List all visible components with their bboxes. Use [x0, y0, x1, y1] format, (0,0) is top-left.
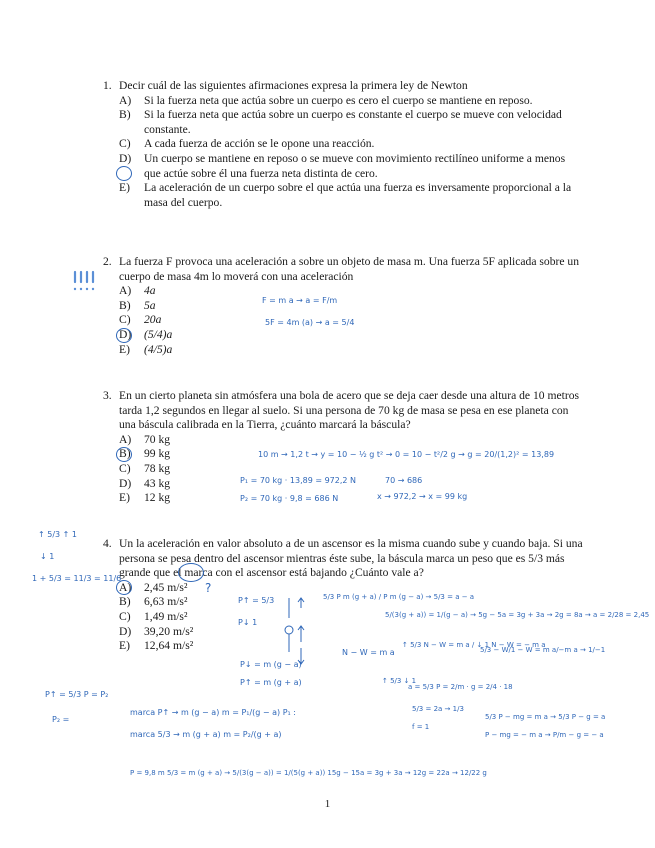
- answer-circle-q3: [116, 447, 132, 462]
- question-1: [103, 79, 583, 210]
- handwritten-note: marca P↑ → m (g − a) m = P₁/(g − a) P₁ :: [130, 708, 296, 717]
- question-text: Un la aceleración en valor absoluto a de un ascensor es la misma cuando sube y cuando baja. Si una persona se pesa dentro del ascensor mientras éste sube, la báscula marca un peso que es 5/3 más grande que el marca con el ascensor está bajando ¿Cuánto vale a?: [119, 537, 583, 580]
- option-e: E) 12,64 m/s²: [119, 639, 194, 653]
- handwritten-note: ?: [205, 581, 212, 595]
- option-e: E) (4/5)a: [119, 342, 173, 356]
- handwritten-note: a = 5/3 P = 2/m · g = 2/4 · 18: [408, 683, 513, 691]
- option-c: C) 1,49 m/s²: [119, 609, 188, 623]
- handwritten-note: ↓ 1: [40, 552, 55, 561]
- handwritten-note: 5F = 4m (a) → a = 5/4: [265, 318, 355, 327]
- handwritten-note: P↑ = m (g + a): [240, 678, 302, 687]
- page-number: 1: [324, 798, 331, 810]
- handwritten-note: P↑ = 5/3 P = P₂: [45, 690, 109, 699]
- handwritten-note: P₁ = 70 kg · 13,89 = 972,2 N: [240, 476, 357, 485]
- option-d: D) 43 kg: [119, 476, 171, 490]
- option-a: A) 4a: [119, 284, 156, 298]
- handwritten-note: P↓ = m (g − a): [240, 660, 302, 669]
- option-e: E) La aceleración de un cuerpo sobre el que actúa una fuerza es inversamente proporcional a la masa del cuerpo.: [119, 181, 572, 209]
- handwritten-note: P₂ =: [52, 715, 70, 724]
- question-2: [103, 255, 583, 357]
- option-b: B) 5a: [119, 298, 156, 312]
- option-b: B) 6,63 m/s²: [119, 595, 188, 609]
- handwritten-note: 70 → 686: [385, 476, 423, 485]
- option-d: D) 39,20 m/s²: [119, 624, 194, 638]
- handwritten-note: f = 1: [412, 723, 430, 731]
- handwritten-note: 5/3 P m (g + a) / P m (g − a) → 5/3 = a − a: [323, 593, 475, 601]
- handwritten-note: 5/3 − W/1 − W = m a/−m a → 1/−1: [480, 646, 606, 654]
- handwritten-note: P₂ = 70 kg · 9,8 = 686 N: [240, 494, 339, 503]
- question-text: Decir cuál de las siguientes afirmaciones expresa la primera ley de Newton: [119, 79, 468, 92]
- question-number: 2.: [103, 255, 112, 268]
- option-c: C) 20a: [119, 313, 162, 327]
- handwritten-note: ↑ 5/3 ↓ 1: [382, 677, 417, 685]
- handwritten-note: P − mg = − m a → P/m − g = − a: [485, 731, 604, 739]
- handwritten-note: P↓ 1: [238, 618, 258, 627]
- option-d: D) Un cuerpo se mantiene en reposo o se mueve con movimiento rectilíneo uniforme a menos que actúe sobre él una fuerza neta distinta de cero.: [119, 151, 566, 180]
- handwritten-note: 1 + 5/3 = 11/3 = 11/6: [32, 574, 122, 583]
- question-text: En un cierto planeta sin atmósfera una bola de acero que se deja caer desde una altura de 10 metros tarda 1,2 segundos en llegar al suelo. Si una persona de 70 kg de masa se pesa en ese planeta con una báscula calibrada en la Tierra, ¿cuánto marcará la báscula?: [119, 389, 580, 432]
- handwritten-note: ↑ 5/3 N − W = m a / ↓ 1 N − W = − m a: [402, 641, 546, 649]
- option-e: E) 12 kg: [119, 491, 171, 505]
- option-a: A) 70 kg: [119, 432, 171, 446]
- question-number: 1.: [103, 79, 112, 92]
- elevator-diagram-icon: [283, 596, 313, 670]
- handwritten-note: x → 972,2 → x = 99 kg: [377, 492, 468, 501]
- handwritten-note: ↑ 5/3 ↑ 1: [38, 530, 77, 539]
- question-text: La fuerza F provoca una aceleración a sobre un objeto de masa m. Una fuerza 5F aplicada sobre un cuerpo de masa 4m lo moverá con una aceleración: [119, 255, 580, 283]
- option-b: B) 99 kg: [119, 447, 171, 461]
- handwritten-note: 5/(3(g + a)) = 1/(g − a) → 5g − 5a = 3g + 3a → 2g = 8a → a = 2/28 = 2,45: [385, 611, 650, 619]
- option-c: C) A cada fuerza de acción se le opone una reacción.: [119, 137, 375, 151]
- option-a: A) Si la fuerza neta que actúa sobre un cuerpo es cero el cuerpo se mantiene en reposo.: [119, 93, 533, 107]
- question-3: [103, 389, 583, 506]
- question-number: 3.: [103, 389, 112, 402]
- handwritten-note: marca 5/3 → m (g + a) m = P₂/(g + a): [130, 730, 282, 739]
- tally-marks-icon: [72, 270, 98, 292]
- option-c: C) 78 kg: [119, 461, 171, 475]
- option-d: D) (5/4)a: [119, 327, 173, 341]
- option-a: A) 2,45 m/s²: [119, 580, 188, 594]
- handwritten-note: F = m a → a = F/m: [262, 296, 338, 305]
- handwritten-note: P = 9,8 m 5/3 = m (g + a) → 5/(3(g − a)) = 1/(5(g + a)) 15g − 15a = 3g + 3a → 12g = 22a → 12/22 g: [130, 769, 487, 777]
- option-b: B) Si la fuerza neta que actúa sobre un cuerpo es constante el cuerpo se mueve con velocidad constante.: [119, 108, 562, 136]
- handwritten-note: N − W = m a: [342, 648, 395, 657]
- handwritten-note: 5/3 P − mg = m a → 5/3 P − g = a: [485, 713, 606, 721]
- answer-circle-q2: [116, 328, 132, 343]
- handwritten-note: 10 m → 1,2 t → y = 10 − ½ g t² → 0 = 10 − t²/2 g → g = 20/(1,2)² = 13,89: [258, 450, 555, 459]
- handwritten-note: 5/3 = 2a → 1/3: [412, 705, 464, 713]
- handwritten-note: P↑ = 5/3: [238, 596, 275, 605]
- answer-circle-q1: [116, 166, 132, 181]
- ratio-circle-q4: [178, 563, 204, 582]
- question-number: 4.: [103, 537, 112, 550]
